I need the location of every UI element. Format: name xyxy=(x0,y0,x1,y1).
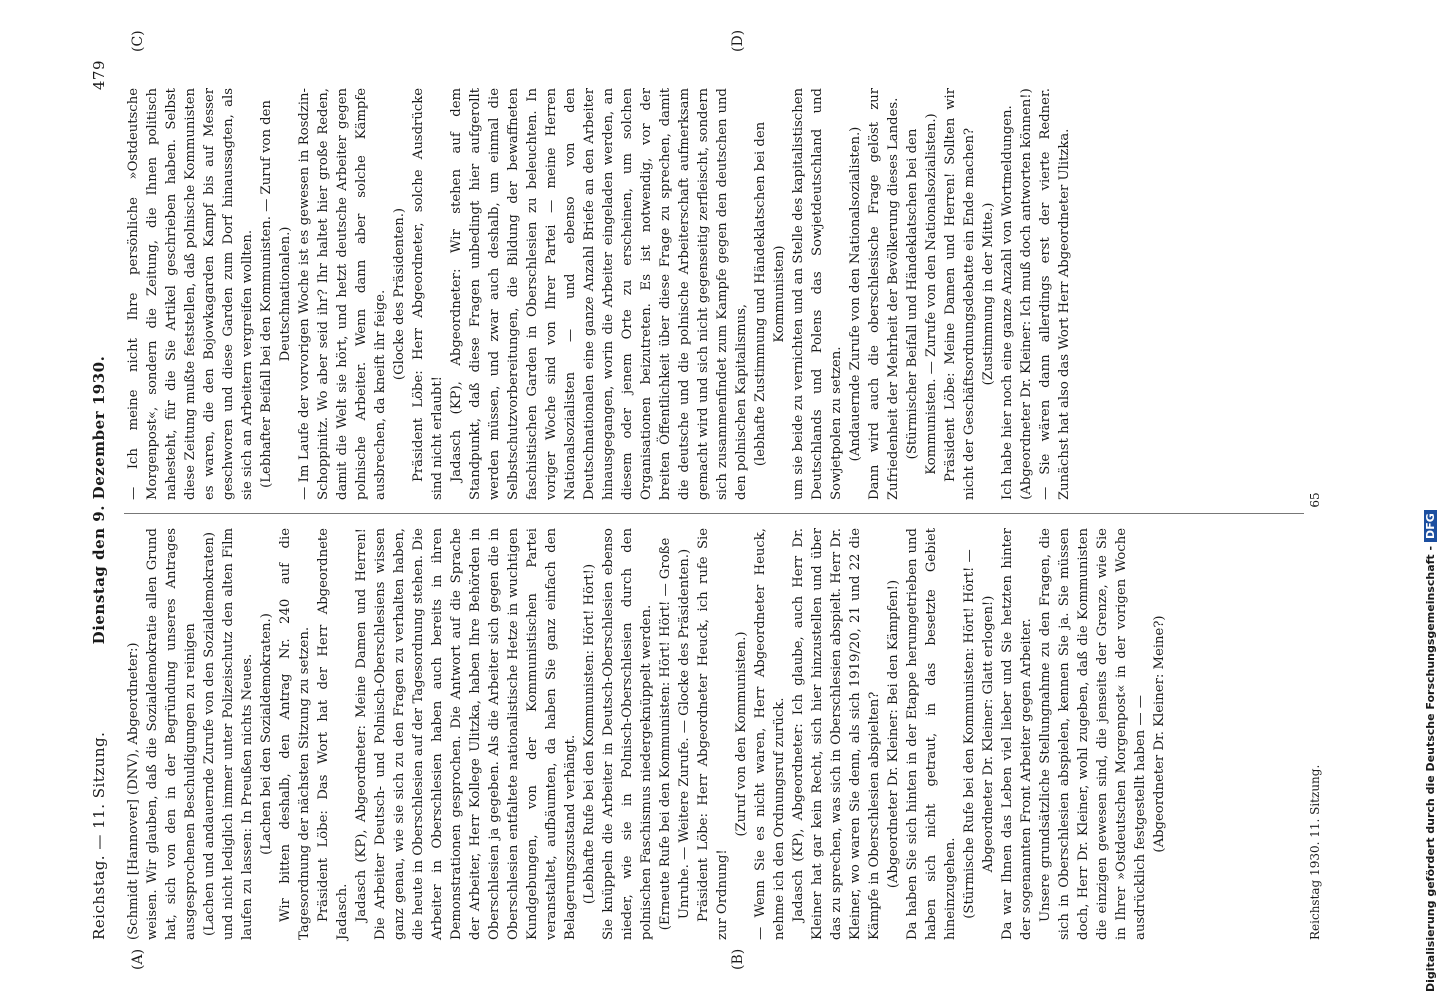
paragraph: Präsident Löbe: Herr Abgeordneter, solche Ausdrücke sind nicht erlaubt! xyxy=(411,88,445,500)
column-divider xyxy=(124,513,1304,514)
interjection: (Lebhafter Beifall bei den Kommunisten. — Zuruf von den Deutschnationalen.) xyxy=(259,100,293,488)
paragraph: Da war Ihnen das Leben viel lieber und Sie hetzten hinter der sogenannten Front Arbeiter gegen Arbeiter. xyxy=(1000,528,1034,940)
interjection: (Lachen bei den Sozialdemokraten.) xyxy=(259,613,274,855)
footer-left: Reichstag 1930. 11. Sitzung. xyxy=(1308,764,1322,940)
interjection: (Zustimmung in der Mitte.) xyxy=(981,202,996,386)
funding-note xyxy=(1424,2,1440,992)
paragraph: Jadasch (KP), Abgeordneter: Wir stehen auf dem Standpunkt, daß diese Fragen unbedingt hier aufgerollt werden müssen, und zwar auch deshalb, um einmal die Selbstschutzvorbereitungen, die Bildung der bewaffneten faschistischen Garden in Oberschlesien zu beleuchten. In voriger Woche sind von Ihrer Partei — meine Herren Nationalsozialisten — und ebenso von den Deutschnationalen eine ganze Anzahl Briefe an den Arbeiter hinausgegangen, worin die Arbeiter eingeladen werden, an diesem oder jenem Orte zu erscheinen, um solchen Organisationen beizutreten. Es ist notwendig, vor der breiten Öffentlichkeit über diese Frage zu sprechen, damit die deutsche und die polnische Arbeiterschaft aufmerksam gemacht wird und sich nicht gegenseitig zerfleischt, sondern sich zusammenfindet zum Kampfe gegen den deutschen und den polnischen Kapitalismus, xyxy=(449,88,749,500)
right-column xyxy=(124,88,1074,500)
paragraph: Präsident Löbe: Meine Damen und Herren! Sollten wir nicht der Geschäftsordnungsdebatte ein Ende machen? xyxy=(943,88,977,500)
interjection: (Glocke des Präsidenten.) xyxy=(392,207,407,381)
interjection: (Stürmischer Beifall und Händeklatschen bei den Kommunisten. — Zurufe von den Nationalsozialisten.) xyxy=(905,113,939,475)
paragraph: (Schmidt [Hannover] (DNV), Abgeordneter:) xyxy=(126,642,141,940)
interjection: (Stürmische Rufe bei den Kommunisten: Hört! Hört! — Abgeordneter Dr. Kleiner: Glatt erlogen!) xyxy=(962,549,996,919)
paragraph: — Sie wären dann allerdings erst der vierte Redner. Zunächst hat also das Wort Herr Abgeordneter Ulitzka. xyxy=(1038,88,1072,500)
paragraph: — Ich meine nicht Ihre persönliche »Ostdeutsche Morgenpost«, sondern die Zeitung, die Ihnen politisch nahesteht, für die Sie Artikel geschrieben haben. Selbst diese Zeitung mußte feststellen, daß polnische Kommunisten es waren, die den Bojowkagarden Kampf bis auf Messer geschworen und diese Garden zum Dorf hinaussagten, als sie sich an Arbeitern vergreifen wollten. xyxy=(126,88,255,500)
margin-marker-c: (C) xyxy=(130,30,146,52)
funding-text: Digitalisierung gefördert durch die Deutsche Forschungsgemeinschaft - xyxy=(1424,545,1437,992)
paragraph: Sie knüppeln die Arbeiter in Deutsch-Oberschlesien ebenso nieder, wie sie in Polnisch-Oberschlesien durch den polnischen Faschismus niedergeknüppelt werden. xyxy=(601,528,654,940)
interjection: (Abgeordneter Dr. Kleiner: Ich muß doch antworten können!) xyxy=(1019,88,1034,500)
margin-marker-b: (B) xyxy=(730,948,746,970)
interjection: (Lebhafte Rufe bei den Kommunisten: Hört! Hört!) xyxy=(582,563,597,905)
page-number: 479 xyxy=(90,60,108,91)
paragraph: Präsident Löbe: Herr Abgeordneter Heuck, ich rufe Sie zur Ordnung! xyxy=(696,528,730,940)
interjection: (Erneute Rufe bei den Kommunisten: Hört! Hört! — Große Unruhe. — Weitere Zurufe. — Glocke des Präsidenten.) xyxy=(658,537,692,931)
paragraph: Dann wird auch die oberschlesische Frage gelöst zur Zufriedenheit der Mehrheit der Bevölkerung dieses Landes. xyxy=(867,88,901,500)
running-header xyxy=(90,60,116,940)
paragraph: um sie beide zu vernichten und an Stelle des kapitalistischen Deutschlands und Polens das Sowjetdeutschland und Sowjetpolen zu setzen. xyxy=(791,88,844,500)
interjection: (Lachen und andauernde Zurufe von den Sozialdemokraten) xyxy=(202,531,217,937)
paragraph: — Wenn Sie es nicht waren, Herr Abgeordneter Heuck, nehme ich den Ordnungsruf zurück. xyxy=(753,528,787,940)
left-column xyxy=(124,528,1169,940)
header-left: Reichstag. — 11. Sitzung. xyxy=(90,731,108,940)
paragraph: Jadasch (KP), Abgeordneter: Meine Damen und Herren! Die Arbeiter Deutsch- und Polnisch-Oberschlesiens wissen ganz genau, wie sie sich zu den Fragen zu verhalten haben, die heute in Oberschlesien auf der Tagesordnung stehen. Die Arbeiter in Oberschlesien haben auch bereits in ihren Demonstrationen gesprochen. Die Antwort auf die Sprache der Arbeiter, Herr Kollege Ulitzka, haben Ihre Behörden in Oberschlesien ja gegeben. Als die Arbeiter sich gegen die in Oberschlesien entfaltete nationalistische Hetze in wuchtigen Kundgebungen, von der Kommunistischen Partei veranstaltet, aufbäumten, da haben Sie ganz einfach den Belagerungszustand verhängt. xyxy=(354,528,578,940)
paragraph: und nicht lediglich immer unter Polizeischutz den alten Film laufen zu lassen: In Preußen nichts Neues. xyxy=(221,528,255,940)
interjection: (lebhafte Zustimmung und Händeklatschen bei den Kommunisten) xyxy=(753,121,787,467)
interjection: (Zuruf von den Kommunisten.) xyxy=(734,631,749,837)
header-date: Dienstag den 9. Dezember 1930. xyxy=(90,355,108,645)
margin-marker-a: (A) xyxy=(130,948,146,970)
paragraph: Präsident Löbe: Das Wort hat der Herr Abgeordnete Jadasch. xyxy=(316,528,350,940)
paragraph: Unsere grundsätzliche Stellungnahme zu den Fragen, die sich in Oberschlesien abspielen, kennen Sie ja. Sie müssen doch, Herr Dr. Kleiner, wohl zugeben, daß die Kommunisten die einzigen gewesen sind, die jenseits der Grenze, wie Sie in Ihrer »Ostdeutschen Morgenpost« in der vorigen Woche ausdrücklich festgestellt haben — — xyxy=(1038,528,1148,940)
margin-marker-d: (D) xyxy=(730,29,746,52)
interjection: (Abgeordneter Dr. Kleiner: Meine?) xyxy=(1152,615,1167,853)
paragraph: weisen. Wir glauben, daß die Sozialdemokratie allen Grund hat, sich von den in der Begründung unseres Antrages ausgesprochenen Beschuldigungen zu reinigen xyxy=(145,528,198,940)
paragraph: Jadasch (KP), Abgeordneter: Ich glaube, auch Herr Dr. Kleiner hat gar kein Recht, sich hier hinzustellen und über das zu sprechen, was sich in Oberschlesien abspielt. Herr Dr. Kleiner, wo waren Sie denn, als sich 1919/20, 21 und 22 die Kämpfe in Oberschlesien abspielten? xyxy=(791,528,882,940)
paragraph: Ich habe hier noch eine ganze Anzahl von Wortmeldungen. xyxy=(1000,105,1015,500)
paragraph: Da haben Sie sich hinten in der Etappe herumgetrieben und haben sich nicht getraut, in das besetzte Gebiet hineinzugehen. xyxy=(905,528,958,940)
paragraph: Wir bitten deshalb, den Antrag Nr. 240 auf die Tagesordnung der nächsten Sitzung zu setzen. xyxy=(278,528,312,940)
scanned-page xyxy=(90,29,1350,970)
dfg-logo: DFG xyxy=(1424,510,1437,542)
paragraph: — Im Laufe der vorvorigen Woche ist es gewesen in Rosdzin-Schoppinitz. Wo aber seid ihr? Ihr haltet hier große Reden, damit die Welt sie hört, und hetzt deutsche Arbeiter gegen polnische Arbeiter. Wenn dann aber solche Kämpfe ausbrechen, da kneift ihr feige. xyxy=(297,88,388,500)
interjection: (Abgeordneter Dr. Kleiner: Bei den Kämpfen!) xyxy=(886,579,901,889)
interjection: (Andauernde Zurufe von den Nationalsozialisten.) xyxy=(848,126,863,462)
footer-signature: 65 xyxy=(1308,492,1322,508)
